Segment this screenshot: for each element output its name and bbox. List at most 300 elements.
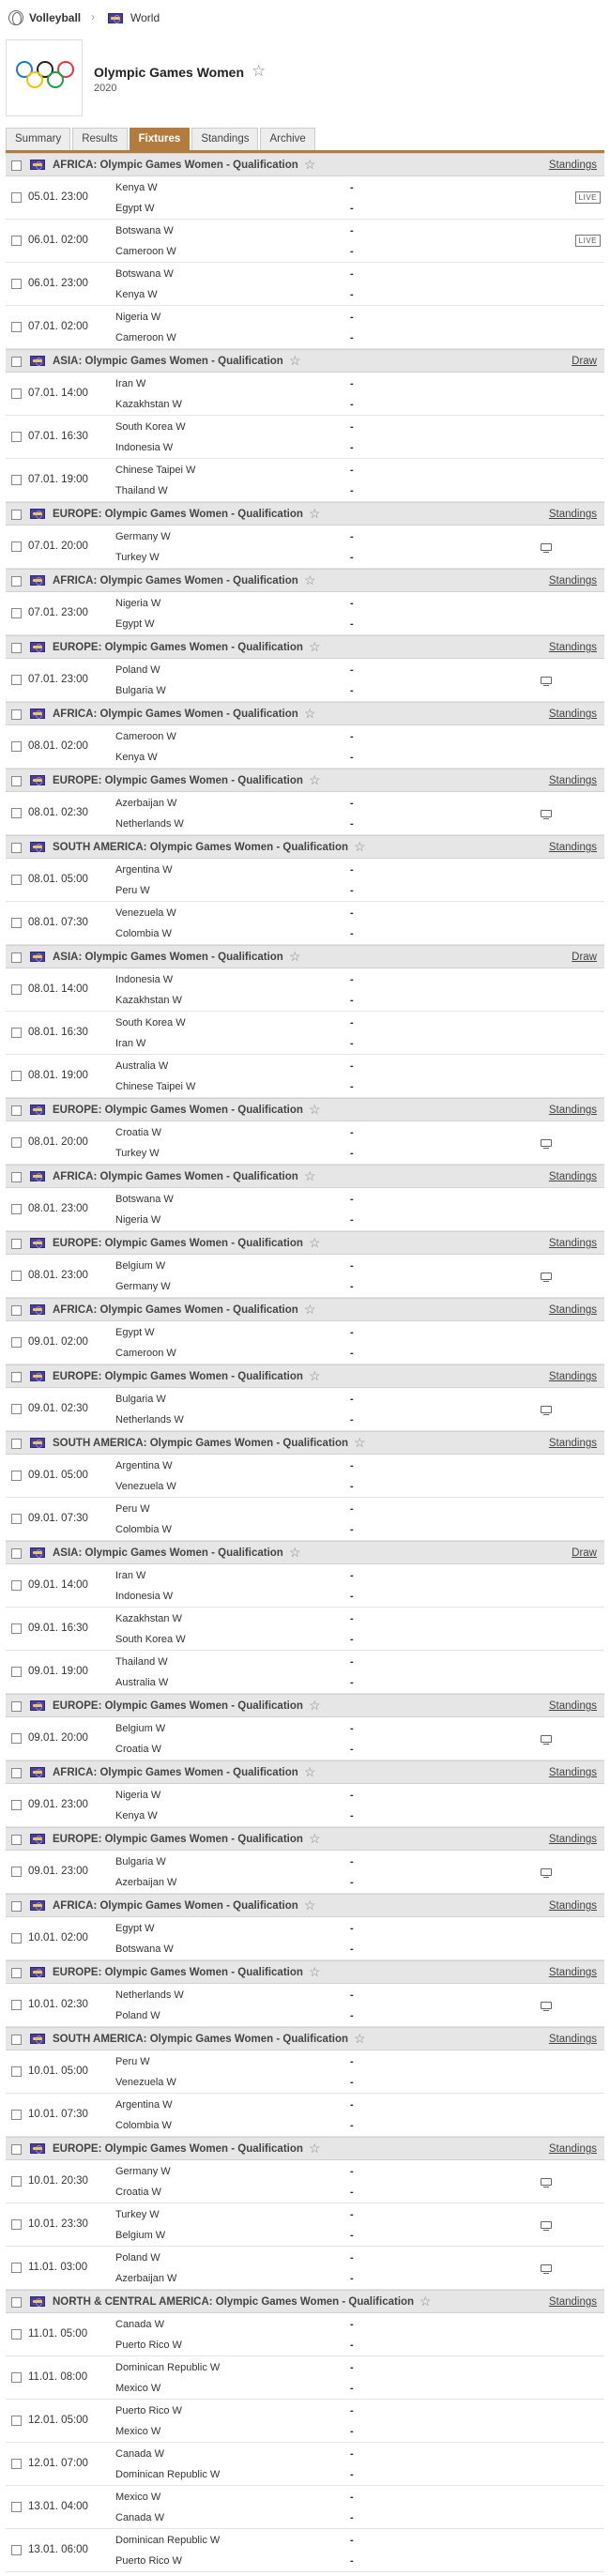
match-time: 07.01. 02:00 bbox=[28, 321, 88, 332]
match-row[interactable] bbox=[6, 2203, 604, 2247]
match-time: 09.01. 16:30 bbox=[28, 1623, 88, 1634]
draw-link[interactable]: Draw bbox=[572, 356, 597, 367]
match-time: 08.01. 07:30 bbox=[28, 917, 88, 928]
match-row[interactable] bbox=[6, 592, 604, 635]
tv-icon[interactable] bbox=[541, 1735, 552, 1743]
league-checkbox[interactable] bbox=[11, 1901, 22, 1912]
match-checkbox[interactable] bbox=[11, 1580, 22, 1591]
tv-icon[interactable] bbox=[541, 1406, 552, 1413]
favorite-star-icon[interactable]: ☆ bbox=[304, 1898, 316, 1913]
away-score: - bbox=[350, 2512, 354, 2523]
home-team: Canada W bbox=[115, 2448, 164, 2460]
match-time: 08.01. 14:00 bbox=[28, 983, 88, 995]
match-row[interactable] bbox=[6, 2313, 604, 2356]
league-checkbox[interactable] bbox=[11, 1105, 22, 1116]
home-team: Poland W bbox=[115, 664, 160, 676]
league-checkbox[interactable] bbox=[11, 643, 22, 653]
league-flag-icon bbox=[30, 1700, 45, 1711]
favorite-star-icon[interactable]: ☆ bbox=[289, 1545, 301, 1560]
match-row[interactable] bbox=[6, 1455, 604, 1498]
home-team: Egypt W bbox=[115, 1327, 155, 1338]
league-name[interactable]: EUROPE: Olympic Games Women - Qualification bbox=[53, 1238, 303, 1249]
favorite-star-icon[interactable]: ☆ bbox=[309, 506, 321, 521]
standings-link[interactable]: Standings bbox=[548, 160, 597, 171]
league-name[interactable]: EUROPE: Olympic Games Women - Qualification bbox=[53, 2143, 303, 2155]
match-checkbox[interactable] bbox=[11, 2263, 22, 2273]
league-checkbox[interactable] bbox=[11, 1548, 22, 1559]
league-checkbox[interactable] bbox=[11, 1701, 22, 1712]
league-checkbox[interactable] bbox=[11, 1768, 22, 1778]
standings-link[interactable]: Standings bbox=[548, 1967, 597, 1978]
tv-icon[interactable] bbox=[541, 677, 552, 684]
home-score: - bbox=[350, 1460, 354, 1471]
match-time: 07.01. 23:00 bbox=[28, 607, 88, 618]
league-name[interactable]: EUROPE: Olympic Games Women - Qualification bbox=[53, 509, 303, 520]
away-team: Egypt W bbox=[115, 618, 155, 630]
match-row[interactable] bbox=[6, 1188, 604, 1231]
home-team: Thailand W bbox=[115, 1656, 168, 1668]
match-checkbox[interactable] bbox=[11, 1071, 22, 1081]
league-name[interactable]: AFRICA: Olympic Games Women - Qualification bbox=[53, 1171, 298, 1182]
match-checkbox[interactable] bbox=[11, 2372, 22, 2383]
away-team: Venezuela W bbox=[115, 2077, 176, 2088]
tv-icon[interactable] bbox=[541, 2178, 552, 2186]
standings-link[interactable]: Standings bbox=[548, 1438, 597, 1449]
standings-link[interactable]: Standings bbox=[548, 1171, 597, 1182]
tv-icon[interactable] bbox=[541, 810, 552, 817]
match-checkbox[interactable] bbox=[11, 432, 22, 442]
match-row[interactable] bbox=[6, 2356, 604, 2400]
league-checkbox[interactable] bbox=[11, 2144, 22, 2155]
away-team: Cameroon W bbox=[115, 332, 176, 343]
favorite-star-icon[interactable]: ☆ bbox=[309, 1235, 321, 1250]
tv-icon[interactable] bbox=[541, 2264, 552, 2272]
match-checkbox[interactable] bbox=[11, 1028, 22, 1038]
match-checkbox[interactable] bbox=[11, 475, 22, 485]
league-checkbox[interactable] bbox=[11, 1372, 22, 1382]
away-team: Mexico W bbox=[115, 2383, 161, 2394]
tv-icon[interactable] bbox=[541, 1273, 552, 1280]
favorite-star-icon[interactable]: ☆ bbox=[309, 1698, 321, 1713]
league-checkbox[interactable] bbox=[11, 776, 22, 786]
match-checkbox[interactable] bbox=[11, 741, 22, 752]
draw-link[interactable]: Draw bbox=[572, 1547, 597, 1559]
league-name[interactable]: AFRICA: Olympic Games Women - Qualification bbox=[53, 1767, 298, 1778]
tab-standings[interactable]: Standings bbox=[191, 128, 258, 150]
standings-link[interactable]: Standings bbox=[548, 509, 597, 520]
match-row[interactable] bbox=[6, 2443, 604, 2486]
tab-archive[interactable]: Archive bbox=[260, 128, 314, 150]
away-team: Egypt W bbox=[115, 203, 155, 214]
league-header bbox=[6, 1364, 604, 1388]
home-score: - bbox=[350, 225, 354, 236]
standings-link[interactable]: Standings bbox=[548, 1304, 597, 1316]
match-checkbox[interactable] bbox=[11, 2329, 22, 2340]
favorite-star-icon[interactable]: ☆ bbox=[304, 572, 316, 587]
live-badge[interactable]: LIVE bbox=[575, 235, 601, 247]
away-team: Peru W bbox=[115, 885, 150, 896]
away-team: Australia W bbox=[115, 1677, 169, 1688]
favorite-star-icon[interactable]: ☆ bbox=[354, 2031, 366, 2046]
match-checkbox[interactable] bbox=[11, 1337, 22, 1348]
match-time: 11.01. 08:00 bbox=[28, 2371, 88, 2383]
match-row[interactable] bbox=[6, 220, 604, 263]
standings-link[interactable]: Standings bbox=[548, 2296, 597, 2308]
match-checkbox[interactable] bbox=[11, 1933, 22, 1943]
home-score: - bbox=[350, 1570, 354, 1581]
league-name[interactable]: EUROPE: Olympic Games Women - Qualification bbox=[53, 1371, 303, 1382]
league-name[interactable]: SOUTH AMERICA: Olympic Games Women - Qualification bbox=[53, 1438, 349, 1449]
match-row[interactable] bbox=[6, 459, 604, 502]
match-row[interactable] bbox=[6, 792, 604, 835]
away-score: - bbox=[350, 1214, 354, 1226]
home-team: Belgium W bbox=[115, 1260, 166, 1272]
match-time: 09.01. 23:00 bbox=[28, 1799, 88, 1810]
away-score: - bbox=[350, 246, 354, 257]
match-checkbox[interactable] bbox=[11, 2219, 22, 2230]
match-checkbox[interactable] bbox=[11, 1733, 22, 1744]
match-row[interactable] bbox=[6, 416, 604, 459]
standings-link[interactable]: Standings bbox=[548, 1105, 597, 1116]
league-header bbox=[6, 1098, 604, 1121]
home-score: - bbox=[350, 421, 354, 433]
match-checkbox[interactable] bbox=[11, 1204, 22, 1214]
league-flag-icon bbox=[30, 1834, 45, 1844]
favorite-star-icon[interactable]: ☆ bbox=[309, 2141, 321, 2156]
breadcrumb-region-link[interactable]: World bbox=[130, 11, 160, 24]
away-score: - bbox=[350, 332, 354, 343]
away-team: Azerbaijan W bbox=[115, 2273, 177, 2284]
home-score: - bbox=[350, 1394, 354, 1405]
match-checkbox[interactable] bbox=[11, 2459, 22, 2469]
away-score: - bbox=[350, 1081, 354, 1092]
tab-bar bbox=[6, 128, 317, 150]
away-score: - bbox=[350, 1634, 354, 1645]
match-time: 12.01. 07:00 bbox=[28, 2458, 88, 2469]
league-header bbox=[6, 153, 604, 176]
match-checkbox[interactable] bbox=[11, 875, 22, 885]
match-time: 13.01. 04:00 bbox=[28, 2501, 88, 2512]
favorite-star-icon[interactable]: ☆ bbox=[309, 639, 321, 654]
league-name[interactable]: ASIA: Olympic Games Women - Qualification bbox=[53, 952, 283, 963]
match-time: 09.01. 07:30 bbox=[28, 1513, 88, 1524]
league-flag-icon bbox=[30, 1547, 45, 1558]
favorite-star-icon[interactable]: ☆ bbox=[304, 1302, 316, 1317]
league-flag-icon bbox=[30, 575, 45, 586]
favorite-star-icon[interactable]: ☆ bbox=[309, 1102, 321, 1117]
league-checkbox[interactable] bbox=[11, 1172, 22, 1182]
league-header bbox=[6, 1761, 604, 1784]
home-score: - bbox=[350, 2056, 354, 2067]
match-row[interactable] bbox=[6, 2094, 604, 2137]
match-row[interactable] bbox=[6, 1055, 604, 1098]
tv-icon[interactable] bbox=[541, 2002, 552, 2009]
match-checkbox[interactable] bbox=[11, 1471, 22, 1481]
match-time: 09.01. 19:00 bbox=[28, 1666, 88, 1677]
favorite-star-icon[interactable]: ☆ bbox=[289, 353, 301, 368]
match-row[interactable] bbox=[6, 1851, 604, 1894]
away-team: Belgium W bbox=[115, 2230, 166, 2241]
league-checkbox[interactable] bbox=[11, 1835, 22, 1845]
league-name[interactable]: EUROPE: Olympic Games Women - Qualification bbox=[53, 1105, 303, 1116]
match-checkbox[interactable] bbox=[11, 2502, 22, 2512]
league-name[interactable]: EUROPE: Olympic Games Women - Qualification bbox=[53, 1700, 303, 1712]
match-checkbox[interactable] bbox=[11, 1404, 22, 1414]
match-row[interactable] bbox=[6, 1917, 604, 1960]
breadcrumb-sport-link[interactable]: Volleyball bbox=[29, 11, 82, 24]
standings-link[interactable]: Standings bbox=[548, 1900, 597, 1912]
match-checkbox[interactable] bbox=[11, 1514, 22, 1524]
match-row[interactable] bbox=[6, 1651, 604, 1694]
league-checkbox[interactable] bbox=[11, 709, 22, 720]
match-row[interactable] bbox=[6, 1984, 604, 2027]
away-score: - bbox=[350, 1943, 354, 1955]
match-checkbox[interactable] bbox=[11, 2000, 22, 2010]
league-name[interactable]: ASIA: Olympic Games Women - Qualification bbox=[53, 356, 283, 367]
match-row[interactable] bbox=[6, 725, 604, 769]
favorite-star-icon[interactable]: ☆ bbox=[304, 706, 316, 721]
home-score: - bbox=[350, 974, 354, 985]
home-score: - bbox=[350, 531, 354, 542]
standings-link[interactable]: Standings bbox=[548, 575, 597, 587]
league-checkbox[interactable] bbox=[11, 576, 22, 587]
standings-link[interactable]: Standings bbox=[548, 709, 597, 720]
league-header bbox=[6, 945, 604, 968]
standings-link[interactable]: Standings bbox=[548, 2143, 597, 2155]
home-score: - bbox=[350, 2362, 354, 2373]
favorite-star-icon[interactable]: ☆ bbox=[309, 1831, 321, 1846]
away-score: - bbox=[350, 2273, 354, 2284]
home-team: Chinese Taipei W bbox=[115, 465, 196, 476]
away-score: - bbox=[350, 2230, 354, 2241]
home-score: - bbox=[350, 798, 354, 809]
league-header bbox=[6, 702, 604, 725]
match-row[interactable] bbox=[6, 2050, 604, 2094]
home-score: - bbox=[350, 1856, 354, 1867]
standings-link[interactable]: Standings bbox=[548, 1834, 597, 1845]
match-row[interactable] bbox=[6, 968, 604, 1012]
standings-link[interactable]: Standings bbox=[548, 642, 597, 653]
league-name[interactable]: SOUTH AMERICA: Olympic Games Women - Qualification bbox=[53, 2034, 349, 2045]
league-checkbox[interactable] bbox=[11, 2035, 22, 2045]
league-checkbox[interactable] bbox=[11, 357, 22, 367]
tab-fixtures[interactable]: Fixtures bbox=[130, 128, 191, 150]
match-time: 07.01. 20:00 bbox=[28, 541, 88, 552]
tv-icon[interactable] bbox=[541, 1139, 552, 1147]
match-row[interactable] bbox=[6, 1608, 604, 1651]
match-checkbox[interactable] bbox=[11, 236, 22, 246]
tv-icon[interactable] bbox=[541, 1868, 552, 1876]
match-checkbox[interactable] bbox=[11, 1137, 22, 1148]
match-checkbox[interactable] bbox=[11, 1667, 22, 1677]
home-score: - bbox=[350, 1327, 354, 1338]
away-team: Azerbaijan W bbox=[115, 1877, 177, 1888]
tv-icon[interactable] bbox=[541, 2221, 552, 2229]
match-row[interactable] bbox=[6, 659, 604, 702]
favorite-star-icon[interactable]: ☆ bbox=[304, 1764, 316, 1779]
match-row[interactable] bbox=[6, 2247, 604, 2290]
home-team: Croatia W bbox=[115, 1127, 161, 1138]
home-team: Iran W bbox=[115, 1570, 146, 1581]
league-name[interactable]: ASIA: Olympic Games Women - Qualification bbox=[53, 1547, 283, 1559]
standings-link[interactable]: Standings bbox=[548, 775, 597, 786]
match-row[interactable] bbox=[6, 1564, 604, 1608]
favorite-star-icon[interactable]: ☆ bbox=[289, 949, 301, 964]
match-row[interactable] bbox=[6, 263, 604, 306]
league-checkbox[interactable] bbox=[11, 1968, 22, 1978]
standings-link[interactable]: Standings bbox=[548, 1238, 597, 1249]
match-time: 08.01. 20:00 bbox=[28, 1136, 88, 1148]
league-header bbox=[6, 1165, 604, 1188]
match-checkbox[interactable] bbox=[11, 608, 22, 618]
standings-link[interactable]: Standings bbox=[548, 1700, 597, 1712]
match-row[interactable] bbox=[6, 2400, 604, 2443]
league-name[interactable]: AFRICA: Olympic Games Women - Qualification bbox=[53, 1900, 298, 1912]
league-name[interactable]: EUROPE: Olympic Games Women - Qualification bbox=[53, 775, 303, 786]
match-row[interactable] bbox=[6, 1498, 604, 1541]
away-score: - bbox=[350, 2469, 354, 2480]
match-row[interactable] bbox=[6, 859, 604, 902]
league-checkbox[interactable] bbox=[11, 2297, 22, 2308]
home-team: Kazakhstan W bbox=[115, 1613, 182, 1624]
away-team: Cameroon W bbox=[115, 246, 176, 257]
live-badge[interactable]: LIVE bbox=[575, 191, 601, 204]
match-checkbox[interactable] bbox=[11, 918, 22, 928]
world-flag-icon bbox=[108, 13, 123, 23]
match-time: 13.01. 06:00 bbox=[28, 2544, 88, 2555]
match-row[interactable] bbox=[6, 2486, 604, 2529]
league-checkbox[interactable] bbox=[11, 1439, 22, 1449]
away-team: Turkey W bbox=[115, 1148, 160, 1159]
match-checkbox[interactable] bbox=[11, 279, 22, 289]
home-team: Cameroon W bbox=[115, 731, 176, 742]
league-name[interactable]: AFRICA: Olympic Games Women - Qualification bbox=[53, 709, 298, 720]
match-time: 09.01. 05:00 bbox=[28, 1470, 88, 1481]
favorite-star-icon[interactable]: ☆ bbox=[309, 1368, 321, 1383]
league-name[interactable]: SOUTH AMERICA: Olympic Games Women - Qualification bbox=[53, 842, 349, 853]
match-checkbox[interactable] bbox=[11, 192, 22, 203]
match-row[interactable] bbox=[6, 2529, 604, 2572]
match-row[interactable] bbox=[6, 902, 604, 945]
favorite-star-icon[interactable]: ☆ bbox=[309, 1964, 321, 1979]
standings-link[interactable]: Standings bbox=[548, 842, 597, 853]
match-checkbox[interactable] bbox=[11, 2545, 22, 2555]
standings-link[interactable]: Standings bbox=[548, 1767, 597, 1778]
league-header bbox=[6, 1894, 604, 1917]
home-team: Belgium W bbox=[115, 1723, 166, 1734]
league-checkbox[interactable] bbox=[11, 1239, 22, 1249]
match-checkbox[interactable] bbox=[11, 1867, 22, 1877]
away-score: - bbox=[350, 2340, 354, 2351]
league-flag-icon bbox=[30, 709, 45, 719]
away-score: - bbox=[350, 885, 354, 896]
favorite-star-icon[interactable]: ☆ bbox=[304, 157, 316, 172]
league-name[interactable]: AFRICA: Olympic Games Women - Qualification bbox=[53, 1304, 298, 1316]
league-header bbox=[6, 1231, 604, 1255]
away-team: Iran W bbox=[115, 1038, 146, 1049]
favorite-star-icon[interactable]: ☆ bbox=[304, 1168, 316, 1183]
match-checkbox[interactable] bbox=[11, 541, 22, 552]
league-checkbox[interactable] bbox=[11, 160, 22, 171]
favorite-star-icon[interactable]: ☆ bbox=[252, 62, 267, 80]
tab-results[interactable]: Results bbox=[72, 128, 127, 150]
match-row[interactable] bbox=[6, 1784, 604, 1827]
match-checkbox[interactable] bbox=[11, 2110, 22, 2120]
match-checkbox[interactable] bbox=[11, 2416, 22, 2426]
match-row[interactable] bbox=[6, 373, 604, 416]
league-checkbox[interactable] bbox=[11, 510, 22, 520]
league-checkbox[interactable] bbox=[11, 1305, 22, 1316]
home-team: Argentina W bbox=[115, 2099, 173, 2111]
match-row[interactable] bbox=[6, 1717, 604, 1761]
match-time: 07.01. 16:30 bbox=[28, 431, 88, 442]
league-name[interactable]: NORTH & CENTRAL AMERICA: Olympic Games Women - Qualification bbox=[53, 2296, 415, 2308]
match-row[interactable] bbox=[6, 1255, 604, 1298]
home-team: Nigeria W bbox=[115, 312, 161, 323]
league-name[interactable]: EUROPE: Olympic Games Women - Qualification bbox=[53, 1834, 303, 1845]
league-flag-icon bbox=[30, 2034, 45, 2044]
favorite-star-icon[interactable]: ☆ bbox=[354, 839, 366, 854]
home-score: - bbox=[350, 1613, 354, 1624]
tv-icon[interactable] bbox=[541, 543, 552, 551]
league-checkbox[interactable] bbox=[11, 953, 22, 963]
match-checkbox[interactable] bbox=[11, 1623, 22, 1634]
away-team: Colombia W bbox=[115, 928, 172, 939]
league-checkbox[interactable] bbox=[11, 843, 22, 853]
match-checkbox[interactable] bbox=[11, 2066, 22, 2077]
match-row[interactable] bbox=[6, 306, 604, 349]
away-team: Croatia W bbox=[115, 2187, 161, 2198]
league-name[interactable]: AFRICA: Olympic Games Women - Qualification bbox=[53, 160, 298, 171]
away-team: Cameroon W bbox=[115, 1348, 176, 1359]
match-checkbox[interactable] bbox=[11, 2176, 22, 2187]
league-name[interactable]: EUROPE: Olympic Games Women - Qualification bbox=[53, 642, 303, 653]
match-row[interactable] bbox=[6, 526, 604, 569]
match-time: 09.01. 14:00 bbox=[28, 1579, 88, 1591]
match-checkbox[interactable] bbox=[11, 1800, 22, 1810]
match-checkbox[interactable] bbox=[11, 389, 22, 399]
tab-summary[interactable]: Summary bbox=[6, 128, 70, 150]
favorite-star-icon[interactable]: ☆ bbox=[309, 772, 321, 787]
favorite-star-icon[interactable]: ☆ bbox=[354, 1435, 366, 1450]
match-row[interactable] bbox=[6, 176, 604, 220]
league-name[interactable]: EUROPE: Olympic Games Women - Qualification bbox=[53, 1967, 303, 1978]
favorite-star-icon[interactable]: ☆ bbox=[419, 2294, 432, 2309]
match-row[interactable] bbox=[6, 1121, 604, 1165]
match-checkbox[interactable] bbox=[11, 808, 22, 818]
league-flag-icon bbox=[30, 356, 45, 366]
match-row[interactable] bbox=[6, 1012, 604, 1055]
standings-link[interactable]: Standings bbox=[548, 1371, 597, 1382]
away-score: - bbox=[350, 685, 354, 696]
league-flag-icon bbox=[30, 509, 45, 519]
league-flag-icon bbox=[30, 1967, 45, 1977]
match-row[interactable] bbox=[6, 1388, 604, 1431]
home-score: - bbox=[350, 2166, 354, 2177]
match-checkbox[interactable] bbox=[11, 1271, 22, 1281]
league-name[interactable]: AFRICA: Olympic Games Women - Qualification bbox=[53, 575, 298, 587]
away-team: Nigeria W bbox=[115, 1214, 161, 1226]
match-checkbox[interactable] bbox=[11, 984, 22, 995]
draw-link[interactable]: Draw bbox=[572, 952, 597, 963]
volleyball-icon bbox=[8, 10, 23, 25]
match-checkbox[interactable] bbox=[11, 322, 22, 332]
match-row[interactable] bbox=[6, 1321, 604, 1364]
match-checkbox[interactable] bbox=[11, 675, 22, 685]
standings-link[interactable]: Standings bbox=[548, 2034, 597, 2045]
match-row[interactable] bbox=[6, 2160, 604, 2203]
away-score: - bbox=[350, 2555, 354, 2567]
